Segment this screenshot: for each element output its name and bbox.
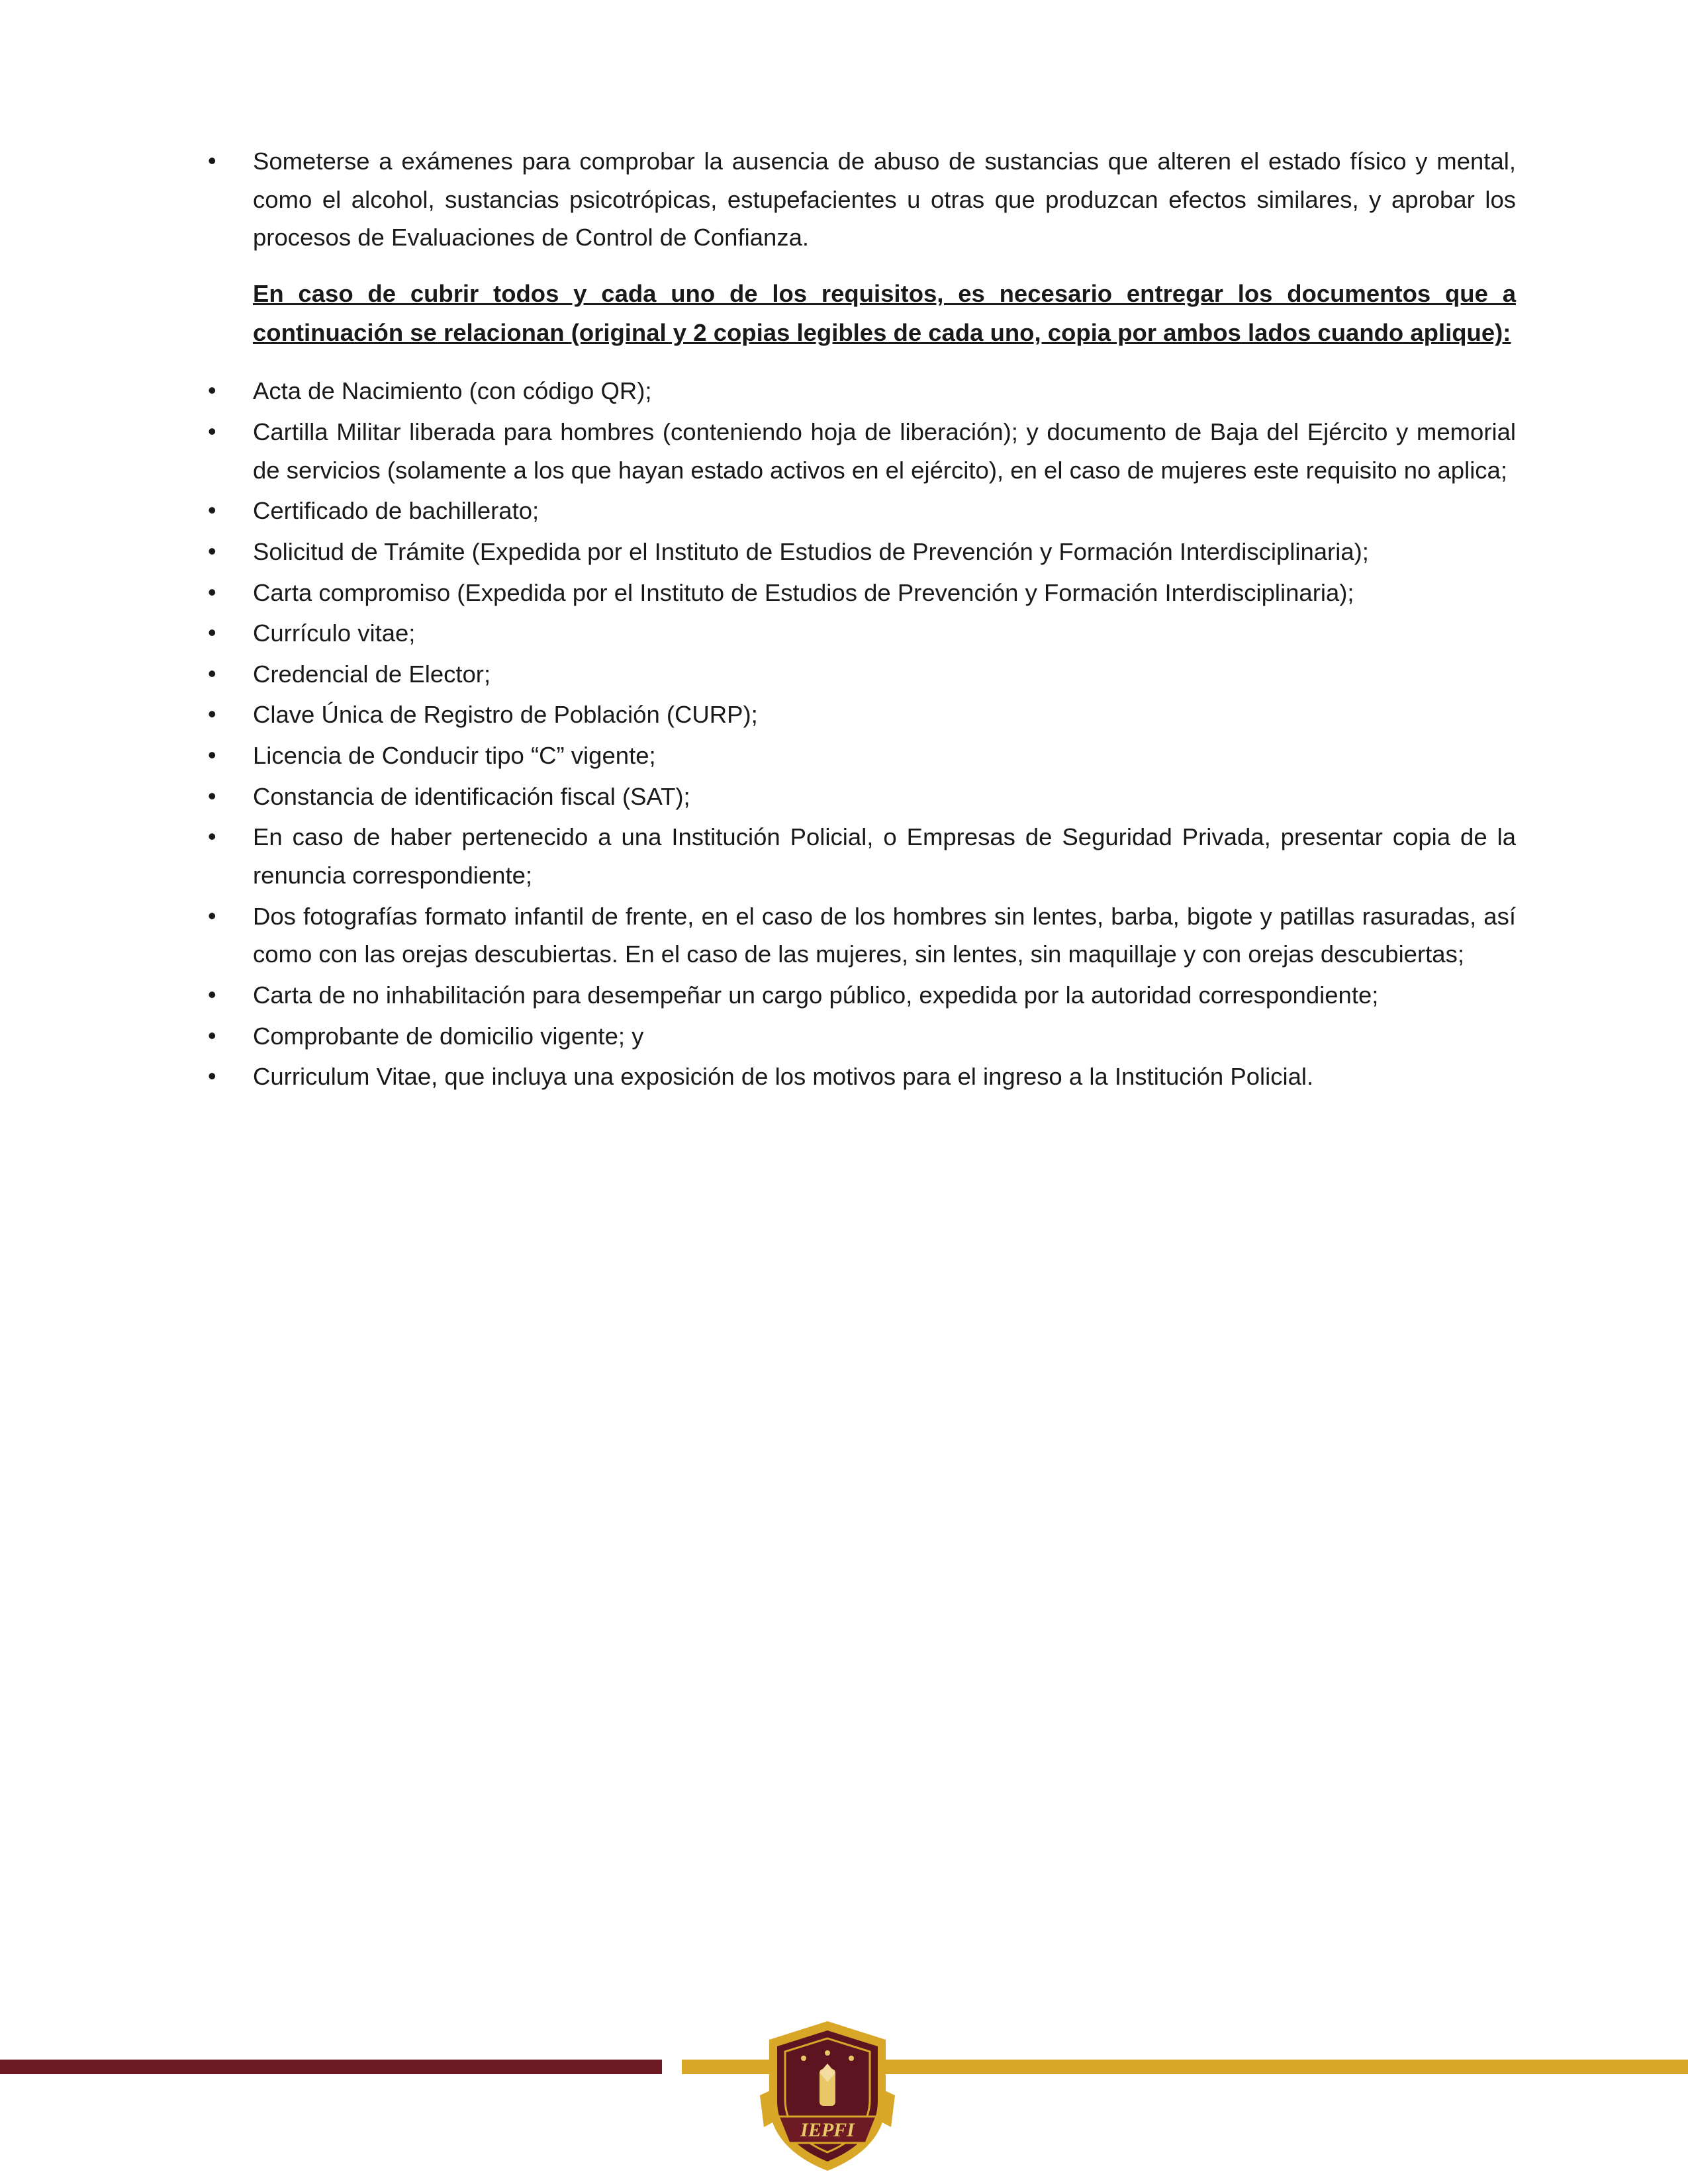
list-item: [199, 897, 1516, 974]
list-item: [199, 696, 1516, 734]
shield-crest-icon: [755, 2017, 900, 2176]
bullet-text: Cartilla Militar liberada para hombres (conteniendo hoja de liberación); y documento de Baja del Ejército y memorial de servicios (solamente a los que hayan estado activos en el ejército), en el caso de mujeres este requisito no aplica;: [253, 418, 1516, 484]
bullet-text: Someterse a exámenes para comprobar la ausencia de abuso de sustancias que alteren el estado físico y mental, como el alcohol, sustancias psicotrópicas, estupefacientes u otras que produzcan efectos similares, y aprobar los procesos de Evaluaciones de Control de Confianza.: [253, 148, 1516, 251]
bullet-text: Solicitud de Trámite (Expedida por el Instituto de Estudios de Prevención y Formación Interdisciplinaria);: [253, 537, 1369, 565]
bullet-text: Dos fotografías formato infantil de frente, en el caso de los hombres sin lentes, barba, bigote y patillas rasuradas, así como con las orejas descubiertas. En el caso de las mujeres, sin lentes, sin maquillaje y con orejas descubiertas;: [253, 902, 1516, 968]
bullet-text: Certificado de bachillerato;: [253, 497, 539, 525]
list-item: [199, 1058, 1516, 1096]
bullet-text: Curriculum Vitae, que incluya una exposición de los motivos para el ingreso a la Institución Policial.: [253, 1063, 1314, 1091]
emphasis-paragraph: En caso de cubrir todos y cada uno de los requisitos, es necesario entregar los documentos que a continuación se relacionan (original y 2 copias legibles de cada uno, copia por ambos lados cuando aplique):: [253, 279, 1516, 347]
page-footer: [0, 1966, 1688, 2184]
list-item: [199, 818, 1516, 894]
list-item: [199, 142, 1516, 257]
intro-bullet-list: [199, 142, 1516, 257]
footer-bar-maroon: [0, 2060, 662, 2074]
svg-text:IEPFI: IEPFI: [800, 2119, 855, 2141]
bullet-text: En caso de haber pertenecido a una Institución Policial, o Empresas de Seguridad Privada, presentar copia de la renuncia correspondiente;: [253, 823, 1516, 889]
bullet-text: Currículo vitae;: [253, 619, 416, 647]
list-item: [199, 372, 1516, 410]
bullet-text: Carta de no inhabilitación para desempeñar un cargo público, expedida por la autoridad correspondiente;: [253, 981, 1379, 1009]
list-item: [199, 1017, 1516, 1056]
list-item: [199, 574, 1516, 612]
bullet-text: Comprobante de domicilio vigente; y: [253, 1022, 644, 1050]
list-item: [199, 655, 1516, 694]
bullet-text: Acta de Nacimiento (con código QR);: [253, 377, 652, 405]
list-item: [199, 413, 1516, 489]
bullet-text: Credencial de Elector;: [253, 660, 491, 688]
list-item: [199, 737, 1516, 775]
list-item: [199, 976, 1516, 1015]
list-item: [199, 533, 1516, 571]
bullet-text: Constancia de identificación fiscal (SAT);: [253, 782, 690, 810]
documents-list: [199, 372, 1516, 1096]
document-body: [199, 142, 1516, 1099]
list-item: [199, 614, 1516, 653]
list-item: [199, 492, 1516, 530]
bullet-text: Carta compromiso (Expedida por el Instituto de Estudios de Prevención y Formación Interdisciplinaria);: [253, 578, 1354, 606]
emphasis-paragraph-block: [199, 274, 1516, 352]
bullet-text: Clave Única de Registro de Población (CURP);: [253, 701, 758, 729]
bullet-text: Licencia de Conducir tipo “C” vigente;: [253, 742, 656, 770]
list-item: [199, 778, 1516, 816]
